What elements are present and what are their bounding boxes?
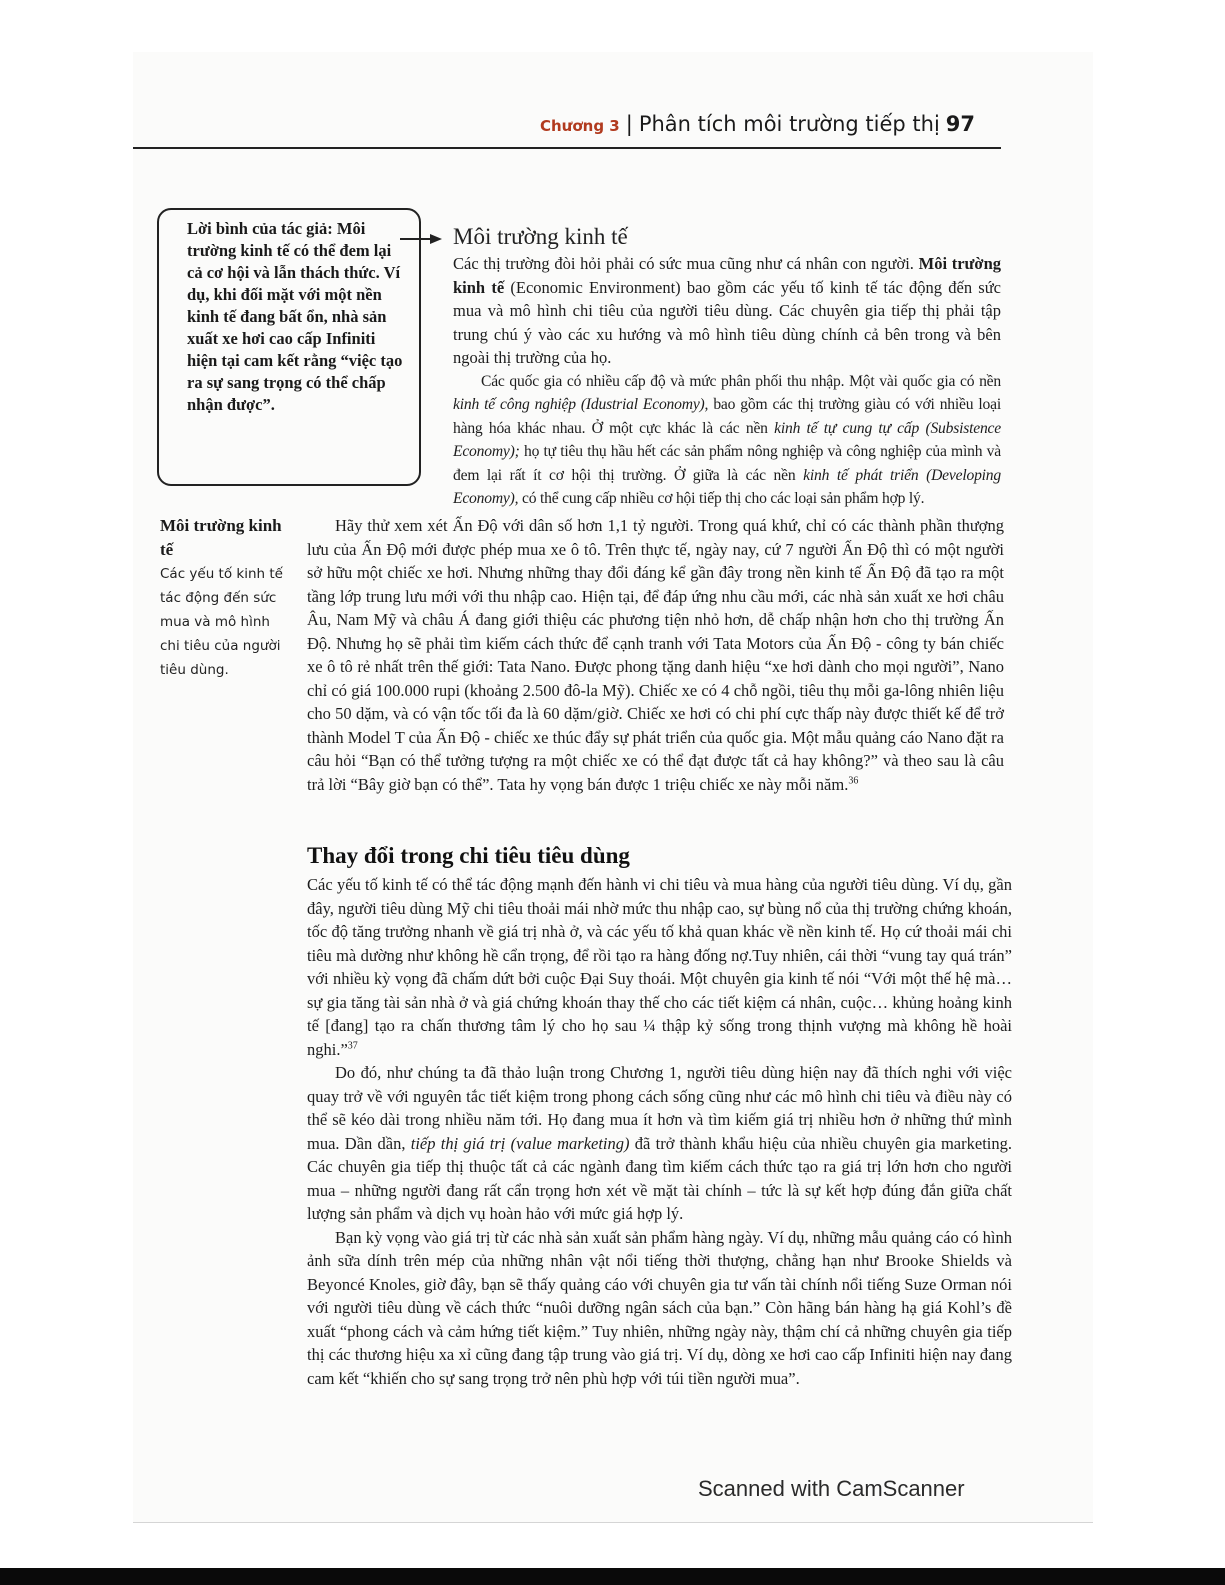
p2-italic-2: kinh tế tự cung tự cấp (Subsistence Economy); <box>453 419 1001 460</box>
author-comment-box <box>157 208 421 486</box>
author-comment-label: Lời bình của tác giả: <box>187 219 333 238</box>
p2-text-c: họ tự tiêu thụ hầu hết các sản phẩm nông nghiệp và công nghiệp của mình và đem lại rất ít cơ hội thị trường. Ở giữa là các nền <box>453 443 1001 484</box>
s2p2-italic: tiếp thị giá trị (value marketing) <box>410 1133 630 1153</box>
page-number: 97 <box>945 112 976 136</box>
scan-bottom-edge <box>0 1568 1225 1585</box>
footnote-ref-36: 36 <box>848 775 859 786</box>
p2-italic-1: kinh tế công nghiệp (Idustrial Economy), <box>453 396 709 413</box>
section-title-consumer-spending: Thay đổi trong chi tiêu tiêu dùng <box>307 843 630 868</box>
s2p2-text-b: đã trở thành khẩu hiệu của nhiều chuyên gia marketing. Các chuyên gia tiếp thị thuộc tất cả các ngành đang tìm kiếm cách thức tạo ra giá trị lớn hơn cho người mua – những người đang rất cẩn trọng hơn xét về mặt tài chính – tức là sự kết hợp đúng đắn giữa chất lượng sản phẩm và dịch vụ hoàn hảo với mức giá hợp lý. <box>307 1133 1012 1223</box>
margin-term: Môi trường kinh tế <box>160 516 282 559</box>
p2-text-a: Các quốc gia có nhiều cấp độ và mức phân phối thu nhập. Một vài quốc gia có nền <box>481 372 1001 390</box>
p1-text-a: Các thị trường đòi hỏi phải có sức mua cũng như cá nhân con người. <box>453 254 914 273</box>
chapter-title: Phân tích môi trường tiếp thị <box>638 112 940 136</box>
p2-italic-3: kinh tế phát triển (Developing Economy), <box>453 466 1001 507</box>
running-header <box>540 112 1000 144</box>
footnote-ref-37: 37 <box>347 1040 358 1051</box>
chapter-label: Chương 3 <box>540 117 620 135</box>
p3-text: Hãy thử xem xét Ấn Độ với dân số hơn 1,1 tỷ người. Trong quá khứ, chỉ có các thành phần thượng lưu của Ấn Độ mới được phép mua xe ô tô. Trên thực tế, ngày nay, cứ 7 người Ấn Độ thì có một người sở hữu một chiếc xe hơi. Nhưng những thay đổi đáng kể gần đây trong nền kinh tế Ấn Độ đã tạo ra một tầng lớp trung lưu mới với thu nhập cao. Hiện tại, để đáp ứng nhu cầu mới, các nhà sản xuất xe hơi châu Âu, Nam Mỹ và châu Á đang giới thiệu các phương tiện nhỏ hơn, dễ chấp nhận hơn cho thị trường Ấn Độ. Nhưng họ sẽ phải tìm kiếm cách thức để cạnh tranh với Tata Motors của Ấn Độ - công ty bán chiếc xe ô tô rẻ nhất trên thế giới: Tata Nano. Được phong tặng danh hiệu “xe hơi dành cho mọi người”, Nano chỉ có giá 100.000 rupi (khoảng 2.500 đô-la Mỹ). Chiếc xe có 4 chỗ ngồi, tiêu thụ mỗi ga-lông nhiên liệu cho 50 dặm, và có vận tốc tối đa là 60 dặm/giờ. Chiếc xe hơi có chi phí cực thấp này được thiết kế để trở thành Model T của Ấn Độ - chiếc xe thúc đẩy sự phát triển của quốc gia. Một mẫu quảng cáo Nano đặt ra câu hỏi “Bạn có thể tưởng tượng ra một chiếc xe có thể đạt được tất cả hay không?” và theo sau là câu trả lời “Bây giờ bạn có thể”. Tata hy vọng bán được 1 triệu chiếc xe này mỗi năm. <box>307 516 1004 794</box>
header-rule <box>133 147 1001 149</box>
section1-paragraph-2 <box>453 370 1001 511</box>
section2-paragraph-3 <box>307 1226 1012 1391</box>
margin-definition <box>160 514 290 682</box>
p2-text-d: có thể cung cấp nhiều cơ hội tiếp thị cho các loại sản phẩm hợp lý. <box>522 490 925 507</box>
section2-paragraph-1 <box>307 873 1012 1061</box>
section1-india <box>307 514 1004 796</box>
section-title-economic-environment: Môi trường kinh tế <box>453 224 628 249</box>
s2p3-text: Bạn kỳ vọng vào giá trị từ các nhà sản xuất sản phẩm hàng ngày. Ví dụ, những mẫu quảng cáo có hình ảnh sữa dính trên mép của những nhân vật nổi tiếng thời thượng, chẳng hạn như Brooke Shields và Beyoncé Knoles, giờ đây, bạn sẽ thấy quảng cáo với chuyên gia tư vấn tài chính nổi tiếng Suze Orman nói với người tiêu dùng về cách thức “nuôi dưỡng ngân sách của bạn.” Còn hãng bán hàng hạ giá Kohl’s đề xuất “phong cách và cảm hứng tiết kiệm.” Tuy nhiên, những ngày này, thậm chí cả những chuyên gia tiếp thị các thương hiệu xa xỉ cũng đang tập trung vào giá trị. Ví dụ, dòng xe hơi cao cấp Infiniti hiện nay đang cam kết “khiến cho sự sang trọng trở nên phù hợp với túi tiền người mua”. <box>307 1227 1012 1388</box>
p2-text-b: bao gồm các thị trường giàu có với nhiều loại hàng hóa khác nhau. Ở một cực khác là các nền <box>453 396 1001 437</box>
section1-paragraph-1 <box>453 252 1001 370</box>
section2-paragraph-2 <box>307 1061 1012 1226</box>
header-separator: | <box>625 112 633 136</box>
bottom-divider <box>133 1522 1093 1523</box>
section1-paragraph-3 <box>307 514 1004 796</box>
margin-definition-text: Các yếu tố kinh tế tác động đến sức mua và mô hình chi tiêu của người tiêu dùng. <box>160 566 283 678</box>
section1-intro <box>453 252 1001 511</box>
s2p2-text-a: Do đó, như chúng ta đã thảo luận trong Chương 1, người tiêu dùng hiện nay đã thích nghi với việc quay trở về với nguyên tắc tiết kiệm trong phong cách sống cũng như các mô hình chi tiêu và điều này có thể sẽ kéo dài trong nhiều năm tới. Họ đang mua ít hơn và tìm kiếm giá trị nhiều hơn ở những thứ mình mua. Dần dần, <box>307 1063 1012 1153</box>
section2-body <box>307 873 1012 1390</box>
camscanner-watermark: Scanned with CamScanner <box>698 1476 965 1501</box>
p1-text-b: (Economic Environment) bao gồm các yếu tố kinh tế tác động đến sức mua và mô hình chi tiêu của người tiêu dùng. Các chuyên gia tiếp thị phải tập trung chú ý vào các xu hướng và mô hình tiêu dùng chính cả bên trong và bên ngoài thị trường của họ. <box>453 277 1001 367</box>
p1-key-term: Môi trường kinh tế <box>453 254 1001 297</box>
arrow-icon <box>400 232 442 246</box>
author-comment-text: Môi trường kinh tế có thể đem lại cả cơ hội và lẫn thách thức. Ví dụ, khi đối mặt với một nền kinh tế đang bất ổn, nhà sản xuất xe hơi cao cấp Infiniti hiện tại cam kết rằng “việc tạo ra sự sang trọng có thể chấp nhận được”. <box>187 219 403 414</box>
s2p1-text: Các yếu tố kinh tế có thể tác động mạnh đến hành vi chi tiêu và mua hàng của người tiêu dùng. Ví dụ, gần đây, người tiêu dùng Mỹ chi tiêu thoải mái nhờ mức thu nhập cao, sự bùng nổ của thị trường chứng khoán, tốc độ tăng trưởng nhanh về giá trị nhà ở, và các yếu tố khả quan khác về nền kinh tế. Họ cứ thoải mái chi tiêu mà dường như không hề cẩn trọng, để rồi tạo ra hàng đống nợ.Tuy nhiên, cái thời “vung tay quá trán” với nhiều kỳ vọng đã chấm dứt bởi cuộc Đại Suy thoái. Một chuyên gia kinh tế nói “Với một thế hệ mà… sự gia tăng tài sản nhà ở và giá chứng khoán thay thế cho các tiết kiệm cá nhân, cuộc… khủng hoảng kinh tế [đang] tạo ra chấn thương tâm lý cho họ sau ¼ thập kỷ sống trong thịnh vượng mà không hề hoài nghi.” <box>307 875 1012 1059</box>
